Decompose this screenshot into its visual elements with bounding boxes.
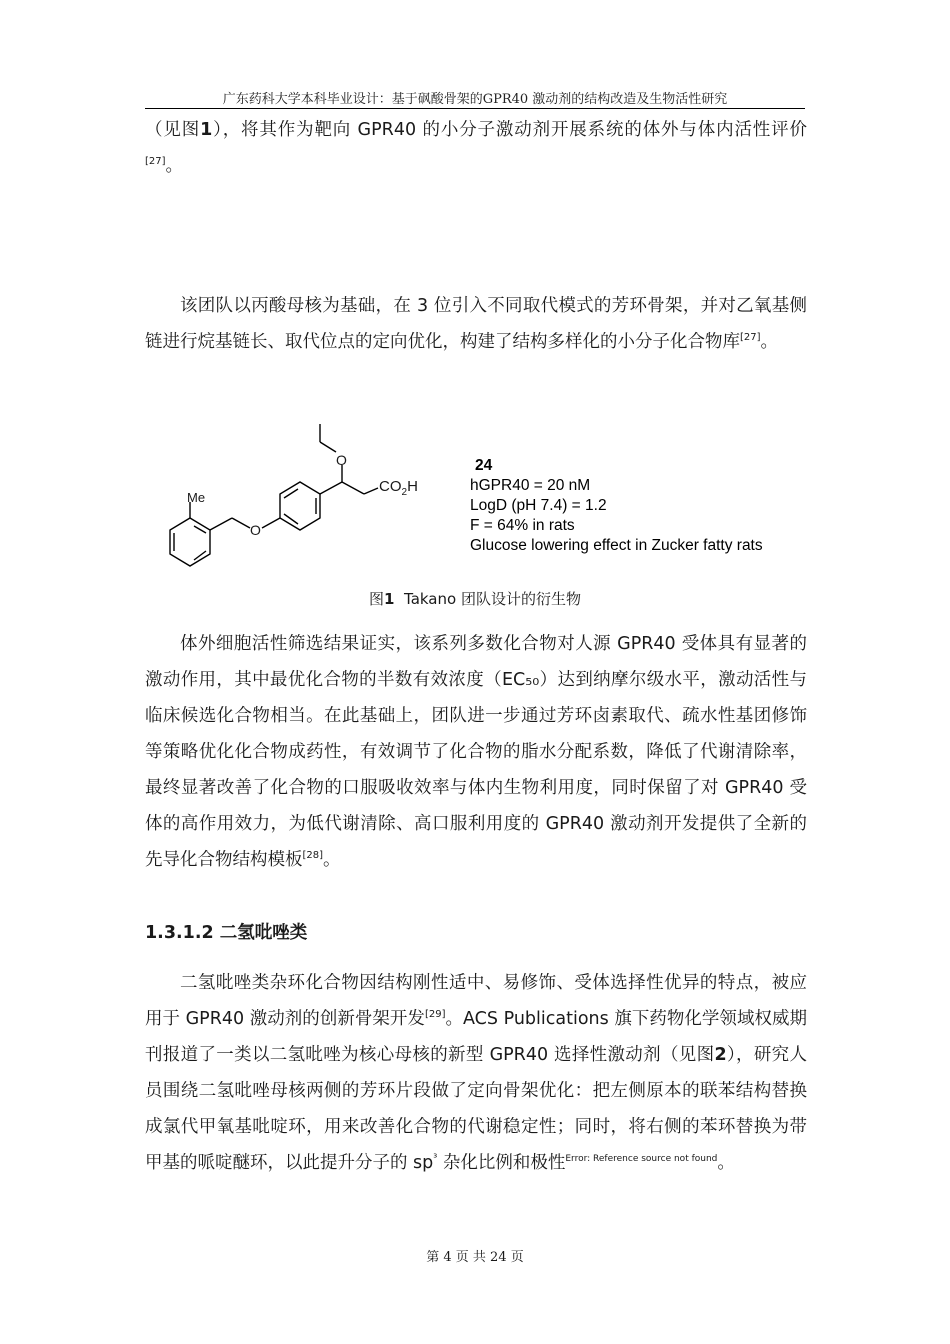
ether-oxygen-label: O [250,522,261,538]
citation-27b: [27] [740,332,761,344]
figure-ref-1: 1 [200,120,213,140]
para1-text: （见图 [145,120,201,140]
para2-text: 该团队以丙酸母核为基础，在 3 位引入不同取代模式的芳环骨架，并对乙氧基侧链进行烷基链长、取代位点的定向优化，构建了结构多样化的小分子化合物库 [145,296,807,352]
caption-text: Takano 团队设计的衍生物 [404,590,581,608]
section-heading: 1.3.1.2 二氢吡唑类 [145,923,308,943]
carboxylic-acid-label [379,478,418,498]
ethoxy-oxygen-label: O [336,452,347,468]
citation-28: [28] [302,850,324,862]
paragraph-1 [145,112,807,184]
co2h-subscript: 2 [401,487,408,498]
para4-text-3: ），研究人员围绕二氢吡唑母核两侧的芳环片段做了定向骨架优化：把左侧原本的联苯结构替换成氯代甲氧基吡啶环，用来改善化合物的代谢稳定性；同时，将右侧的苯环替换为带甲基的哌啶醚环，以此提升分子的 sp [145,1045,808,1173]
paragraph-2 [145,288,807,360]
para3-text: 体外细胞活性筛选结果证实，该系列多数化合物对人源 GPR40 受体具有显著的激动作用，其中最优化合物的半数有效浓度（EC₅₀）达到纳摩尔级水平，激动活性与临床候选化合物相当。在此基础上，团队进一步通过芳环卤素取代、疏水性基团修饰等策略优化化合物成药性，有效调节了化合物的脂水分配系数，降低了代谢清除率，最终显著改善了化合物的口服吸收效率与体内生物利用度，同时保留了对 GPR40 受体的高作用效力，为低代谢清除、高口服利用度的 GPR40 激动剂开发提供了全新的先导化合物结构模板 [145,634,807,870]
paragraph-4 [145,965,807,1181]
caption-prefix: 图 [369,590,385,608]
para1-text-2: ），将其作为靶向 GPR40 的小分子激动剂开展系统的体外与体内活性评价 [212,120,808,140]
property-line: hGPR40 = 20 nM [470,477,591,494]
page-header: 广东药科大学本科毕业设计：基于砜酸骨架的GPR40 激动剂的结构改造及生物活性研究 [222,92,728,107]
h-label: H [407,478,418,495]
page-footer: 第 4 页 共 24 页 [426,1250,524,1265]
compound-properties [470,456,763,556]
para4-text-4: 杂化比例和极性 [437,1153,566,1173]
property-line: Glucose lowering effect in Zucker fatty rats [470,537,763,554]
para4-text: 二氢吡唑类杂环化合物因结构刚性适中、易修饰、受体选择性优异的特点，被应用于 GPR40 激动剂的创新骨架开发 [145,973,807,1029]
property-line: LogD (pH 7.4) = 1.2 [470,497,607,514]
citation-27: [27] [145,156,166,168]
citation-29: [29] [424,1009,446,1021]
co-label: CO [379,478,402,495]
para4-text-2: 。ACS Publications 旗下药物化学领域权威期刊报道了一类以二氢吡唑为核心母核的新型 GPR40 选择性激动剂（见图 [145,1009,807,1065]
caption-number: 1 [384,590,395,608]
compound-number: 24 [475,457,493,474]
figure-ref-2: 2 [714,1045,727,1065]
para3-end: 。 [323,850,341,870]
methyl-label: Me [187,490,206,505]
header-rule [145,108,805,109]
para2-end: 。 [760,332,779,352]
para4-end: 。 [717,1153,735,1173]
figure-1-caption [0,588,950,609]
para1-end: 。 [165,156,184,176]
sp3-superscript: ³ [433,1153,438,1165]
reference-error: Error: Reference source not found [565,1154,718,1165]
property-line: F = 64% in rats [470,517,575,534]
paragraph-3 [145,626,807,878]
